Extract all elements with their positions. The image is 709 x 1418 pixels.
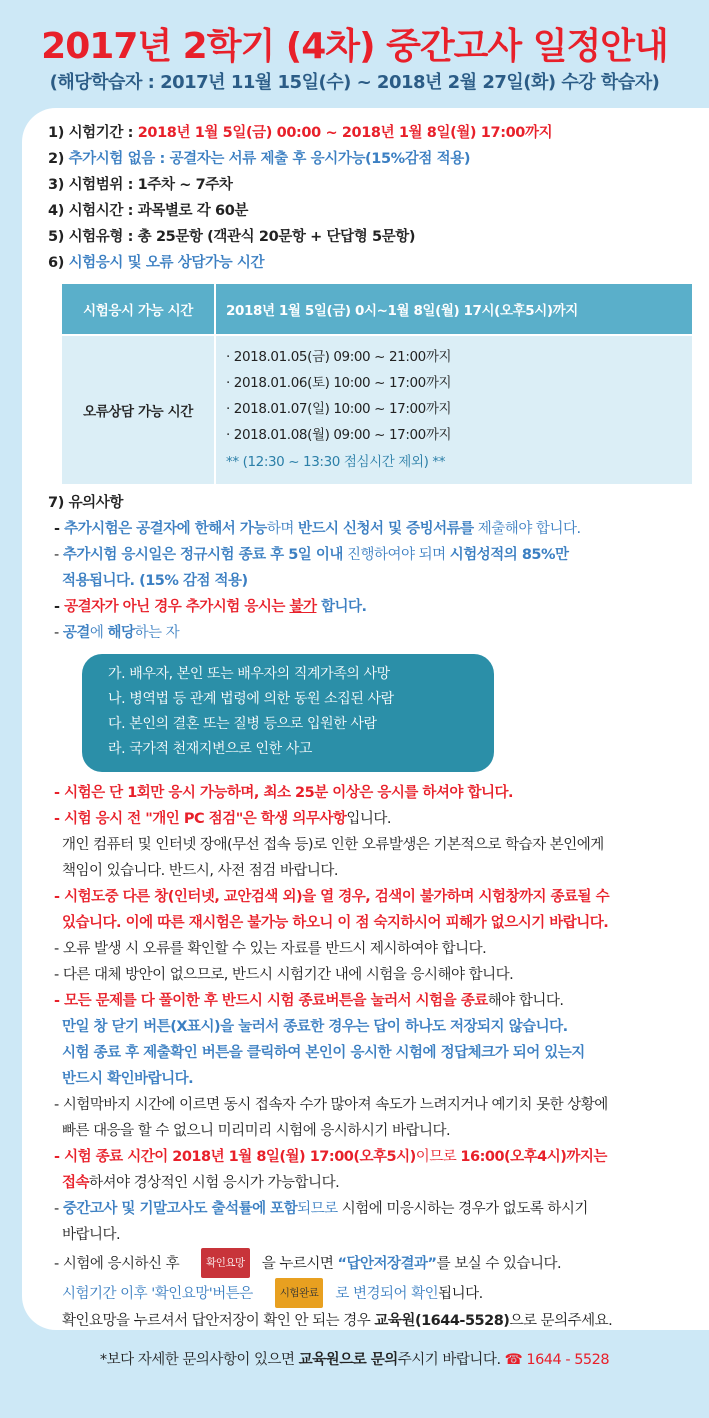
note-text: 해야 합니다. <box>487 993 564 1009</box>
note-continuation: 있습니다. 이에 따른 재시험은 불가능 하오니 이 점 숙지하시어 피해가 없으시기 바랍니다. <box>62 915 609 931</box>
note-continuation <box>48 1278 709 1308</box>
info-label: 1) 시험기간 : <box>48 125 138 141</box>
note-continuation: 빠른 대응을 할 수 없으니 미리미리 시험에 응시하시기 바랍니다. <box>62 1123 451 1139</box>
note-continuation: 반드시 확인바랍니다. <box>62 1071 194 1087</box>
info-exam-period <box>48 120 709 146</box>
note-item <box>48 620 709 646</box>
list-item: 나. 병역법 등 관계 법령에 의한 동원 소집된 사람 <box>108 691 394 707</box>
note-emphasis: - 시험 응시 전 "개인 PC 점검"은 학생 의무사항 <box>54 811 347 827</box>
note-item <box>48 1196 709 1222</box>
note-emphasis: 중간고사 및 기말고사도 출석률에 포함 <box>62 1201 298 1217</box>
note-emphasis: 시험성적의 85%만 <box>449 547 569 563</box>
note-emphasis: 불가 <box>289 599 317 615</box>
note-item: - 시험은 단 1회만 응시 가능하며, 최소 25분 이상은 응시를 하셔야 합니다. <box>54 785 514 801</box>
exam-time-label: 시험응시 가능 시간 <box>62 284 215 335</box>
footer-text: *보다 자세한 문의사항이 있으면 <box>99 1352 299 1368</box>
note-text: 진행하여야 되며 <box>342 547 450 563</box>
note-text: 됩니다. <box>438 1286 483 1302</box>
list-item: · 2018.01.08(월) 09:00 ~ 17:00까지 <box>226 427 452 443</box>
note-emphasis: 공결자가 아닌 경우 추가시험 응시는 <box>64 599 290 615</box>
note-continuation: 책임이 있습니다. 반드시, 사전 점검 바랍니다. <box>62 863 338 879</box>
note-emphasis: 추가시험 응시일은 <box>62 547 180 563</box>
note-item: - 시험막바지 시간에 이르면 동시 접속자 수가 많아져 속도가 느려지거나 예기치 못한 상황에 <box>54 1097 608 1113</box>
note-continuation: 만일 창 닫기 버튼(X표시)을 눌러서 종료한 경우는 답이 하나도 저장되지 않습니다. <box>62 1019 568 1035</box>
list-item: · 2018.01.07(일) 10:00 ~ 17:00까지 <box>226 401 452 417</box>
note-item <box>48 516 709 542</box>
note-text: 시험에 미응시하는 경우가 없도록 하시기 <box>337 1201 588 1217</box>
note-item: - 다른 대체 방안이 없으므로, 반드시 시험기간 내에 시험을 응시해야 합니다. <box>54 967 514 983</box>
table-row <box>62 284 692 335</box>
note-item <box>48 542 709 568</box>
note-item <box>48 594 709 620</box>
note-continuation: 바랍니다. <box>62 1227 121 1243</box>
table-row <box>62 335 692 484</box>
support-time-label: 오류상담 가능 시간 <box>62 335 215 484</box>
extra-exam-value: 추가시험 없음 : 공결자는 서류 제출 후 응시가능(15%감점 적용) <box>68 151 471 167</box>
schedule-table <box>62 284 692 484</box>
support-time-list <box>215 335 692 484</box>
note-item: - 시험도중 다른 창(인터넷, 교안검색 외)을 열 경우, 검색이 불가하며 시험창까지 종료될 수 <box>54 889 610 905</box>
footer-contact <box>0 1348 709 1369</box>
note-text: 을 누르시면 <box>261 1256 338 1272</box>
list-item: · 2018.01.06(토) 10:00 ~ 17:00까지 <box>226 375 452 391</box>
info-exam-time: 4) 시험시간 : 과목별로 각 60분 <box>48 203 249 219</box>
note-emphasis: 정규시험 종료 후 5일 이내 <box>180 547 343 563</box>
note-text: 합니다. <box>316 599 367 615</box>
note-continuation <box>48 1170 709 1196</box>
note-text: 하며 <box>266 521 298 537</box>
note-text: 입니다. <box>346 811 392 827</box>
page-title: 2017년 2학기 (4차) 중간고사 일정안내 <box>41 26 668 67</box>
note-text: 로 변경되어 확인 <box>335 1286 439 1302</box>
note-text: 이므로 <box>415 1149 461 1165</box>
note-text: 에 <box>89 625 108 641</box>
info-exam-type: 5) 시험유형 : 총 25문항 (객관식 20문항 + 단답형 5문항) <box>48 229 416 245</box>
confirm-required-badge: 확인요망 <box>201 1248 250 1278</box>
note-text: 으로 문의주세요. <box>509 1313 613 1329</box>
info-label: 2) <box>48 151 69 167</box>
note-continuation: 적용됩니다. (15% 감점 적용) <box>62 573 248 589</box>
note-item: - 오류 발생 시 오류를 확인할 수 있는 자료를 반드시 제시하여야 합니다. <box>54 941 487 957</box>
notes-section <box>48 490 709 1334</box>
note-emphasis: 교육원(1644-5528) <box>374 1313 510 1329</box>
note-text: 제출해야 합니다. <box>473 521 581 537</box>
bullet: - <box>54 547 63 563</box>
note-emphasis: 해당 <box>107 625 135 641</box>
note-emphasis: 접속 <box>62 1175 90 1191</box>
support-time-value: 시험응시 및 오류 상담가능 시간 <box>68 255 265 271</box>
excused-absence-box <box>82 654 494 772</box>
info-exam-range: 3) 시험범위 : 1주차 ~ 7주차 <box>48 177 233 193</box>
info-extra-exam <box>48 146 709 172</box>
note-emphasis: “답안저장결과” <box>337 1256 437 1272</box>
list-item: 라. 국가적 천재지변으로 인한 사고 <box>108 741 312 757</box>
list-item: 가. 배우자, 본인 또는 배우자의 직계가족의 사망 <box>108 666 390 682</box>
note-text: - 시험에 응시하신 후 <box>54 1256 180 1272</box>
list-item: · 2018.01.05(금) 09:00 ~ 21:00까지 <box>226 349 452 365</box>
note-emphasis: - 모든 문제를 다 풀이한 후 반드시 시험 종료버튼을 눌러서 시험을 종료 <box>54 993 488 1009</box>
list-item: 다. 본인의 결혼 또는 질병 등으로 입원한 사람 <box>108 716 377 732</box>
note-continuation <box>48 1308 709 1334</box>
note-text: 되므로 <box>297 1201 338 1217</box>
bullet: - <box>54 625 63 641</box>
note-item <box>48 1144 709 1170</box>
bullet: - <box>54 599 65 615</box>
note-emphasis: 16:00(오후4시)까지는 <box>460 1149 607 1165</box>
note-emphasis: 추가시험은 공결자에 한해서 가능 <box>64 521 267 537</box>
page-subtitle: (해당학습자 : 2017년 11월 15일(수) ~ 2018년 2월 27일(화) 수강 학습자) <box>49 72 660 93</box>
note-text: 하셔야 경상적인 시험 응시가 가능합니다. <box>89 1175 340 1191</box>
note-text: 를 보실 수 있습니다. <box>436 1256 562 1272</box>
lunch-note: ** (12:30 ~ 13:30 점심시간 제외) ** <box>226 454 446 470</box>
note-item <box>48 806 709 832</box>
info-label: 6) <box>48 255 69 271</box>
notes-heading: 7) 유의사항 <box>48 495 123 511</box>
bullet: - <box>54 1201 63 1217</box>
note-text: 시험기간 이후 '확인요망'버튼은 <box>62 1286 253 1302</box>
note-item <box>48 988 709 1014</box>
note-text: 하는 자 <box>134 625 180 641</box>
note-continuation: 개인 컴퓨터 및 인터넷 장애(무선 접속 등)로 인한 오류발생은 기본적으로 학습자 본인에게 <box>62 837 604 853</box>
exam-time-value: 2018년 1월 5일(금) 0시~1월 8일(월) 17시(오후5시)까지 <box>215 284 692 335</box>
exam-period-value: 2018년 1월 5일(금) 00:00 ~ 2018년 1월 8일(월) 17:00까지 <box>137 125 553 141</box>
notice-card <box>22 108 709 1330</box>
header <box>0 0 709 108</box>
exam-completed-badge: 시험완료 <box>275 1278 324 1308</box>
footer-emphasis: 교육원으로 문의 <box>298 1352 398 1368</box>
note-emphasis: 반드시 신청서 및 증빙서류를 <box>297 521 474 537</box>
note-continuation: 시험 종료 후 제출확인 버튼을 클릭하여 본인이 응시한 시험에 정답체크가 되어 있는지 <box>62 1045 585 1061</box>
footer-text: 주시기 바랍니다. <box>397 1352 505 1368</box>
phone-number: ☎ 1644 - 5528 <box>504 1352 610 1368</box>
note-emphasis: - 시험 종료 시간이 2018년 1월 8일(월) 17:00(오후5시) <box>54 1149 416 1165</box>
note-item <box>48 1248 709 1278</box>
note-emphasis: 공결 <box>62 625 90 641</box>
note-text: 확인요망을 누르셔서 답안저장이 확인 안 되는 경우 <box>62 1313 375 1329</box>
info-support-time <box>48 250 709 276</box>
bullet: - <box>54 521 65 537</box>
